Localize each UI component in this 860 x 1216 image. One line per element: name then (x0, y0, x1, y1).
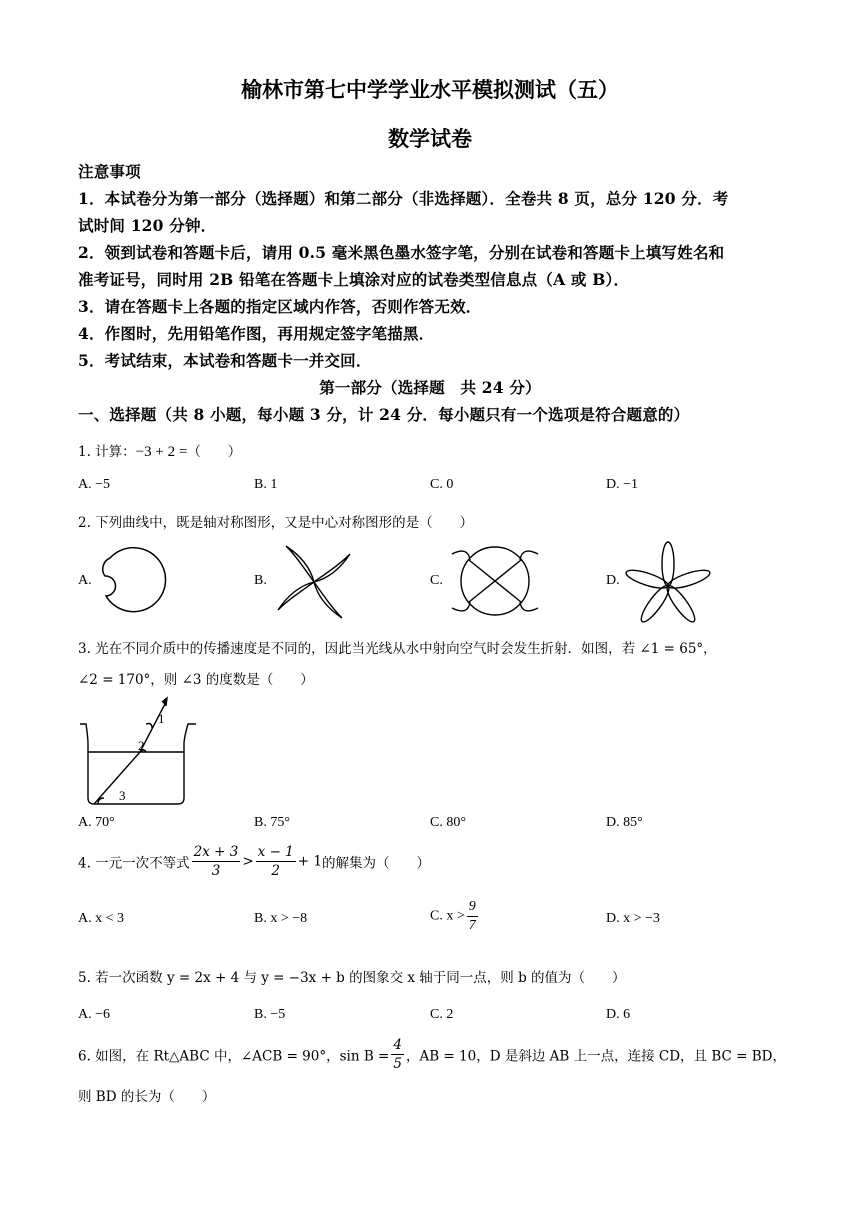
q1-option-b[interactable]: B. 1 (254, 477, 278, 492)
notice-item-4: 4．作图时，先用铅笔作图，再用规定签字笔描黑． (78, 324, 435, 343)
notice-item-2a: 2．领到试卷和答题卡后，请用 0.5 毫米黑色墨水签字笔，分别在试卷和答题卡上填写姓名和 (78, 243, 725, 262)
q2-stem: 2. 下列曲线中，既是轴对称图形，又是中心对称图形的是（ ） (78, 515, 474, 531)
q2-option-d-label[interactable]: D. (606, 573, 620, 588)
q4-option-c-num: 9 (467, 898, 478, 917)
q6-stem (78, 1036, 786, 1073)
q5-option-d[interactable]: D. 6 (606, 1007, 631, 1022)
q5-option-a[interactable]: A. −6 (78, 1007, 111, 1022)
q2-option-c-label[interactable]: C. (430, 573, 443, 588)
q3-figure-beaker (78, 694, 202, 808)
notice-item-3: 3．请在答题卡上各题的指定区域内作答，否则作答无效． (78, 297, 482, 316)
q6-fraction-den: 5 (393, 1056, 402, 1072)
q4-option-c[interactable] (430, 898, 480, 935)
q4-option-c-den: 7 (468, 918, 476, 933)
q6-stem-post: ，AB = 10，D 是斜边 AB 上一点，连接 CD，且 BC = BD， (405, 1048, 786, 1065)
q6-stem-pre: 6. 如图，在 Rt△ABC 中，∠ACB = 90°，sin B = (78, 1048, 390, 1065)
notice-item-5: 5．考试结束，本试卷和答题卡一并交回． (78, 351, 372, 370)
q4-fraction-1-num: 2x + 3 (193, 844, 239, 860)
q4-option-c-pre: C. x > (430, 908, 465, 924)
q4-option-c-fraction (467, 898, 478, 935)
q3-label-1: 1 (158, 711, 165, 726)
q1-stem (78, 440, 241, 461)
part1-heading: 第一部分（选择题 共 24 分） (319, 378, 541, 397)
q3-option-b[interactable]: B. 75° (254, 815, 290, 830)
q4-fraction-1 (192, 843, 241, 880)
q2-figure-d-five-petal (624, 538, 712, 626)
notice-item-2b: 准考证号，同时用 2B 铅笔在答题卡上填涂对应的试卷类型信息点（A 或 B）． (78, 270, 630, 289)
q1-option-c[interactable]: C. 0 (430, 477, 454, 492)
q1-paren: （ ） (187, 444, 242, 460)
q4-option-a[interactable]: A. x < 3 (78, 911, 125, 926)
q4-stem (78, 843, 430, 880)
q3-option-a[interactable]: A. 70° (78, 815, 115, 830)
q6-fraction-num: 4 (393, 1037, 402, 1053)
q3-label-2: 2 (138, 738, 145, 753)
q2-option-b-label[interactable]: B. (254, 573, 267, 588)
notice-item-1b: 试时间 120 分钟． (78, 216, 217, 235)
q4-stem-post: 的解集为（ ） (321, 855, 430, 872)
page-subtitle: 数学试卷 (388, 126, 472, 151)
q3-option-c[interactable]: C. 80° (430, 815, 466, 830)
q4-gt: > (242, 853, 254, 870)
q2-figure-a-notched-circle (96, 544, 170, 618)
section-heading: 一、选择题（共 8 小题，每小题 3 分，计 24 分．每小题只有一个选项是符合题意的） (78, 405, 690, 424)
page-title: 榆林市第七中学学业水平模拟测试（五） (241, 77, 619, 102)
q5-option-c[interactable]: C. 2 (430, 1007, 454, 1022)
q6-stem-line2: 则 BD 的长为（ ） (78, 1089, 216, 1105)
q4-stem-pre: 4. 一元一次不等式 (78, 855, 190, 872)
q5-option-b[interactable]: B. −5 (254, 1007, 286, 1022)
q1-label: 1. 计算： (78, 444, 136, 460)
q2-option-a-label[interactable]: A. (78, 573, 92, 588)
q6-fraction (391, 1036, 404, 1073)
q2-figure-b-pinwheel (270, 540, 358, 624)
q4-option-b[interactable]: B. x > −8 (254, 911, 308, 926)
q4-plus: + 1 (297, 853, 322, 870)
q3-option-d[interactable]: D. 85° (606, 815, 643, 830)
q4-option-d[interactable]: D. x > −3 (606, 911, 660, 926)
q4-fraction-2-num: x − 1 (257, 844, 294, 860)
q1-expression: −3 + 2 = (135, 444, 188, 460)
q1-option-a[interactable]: A. −5 (78, 477, 111, 492)
q3-label-3: 3 (119, 788, 126, 803)
q4-fraction-2 (256, 843, 296, 880)
q5-stem: 5. 若一次函数 y = 2x + 4 与 y = −3x + b 的图象交 x 轴于同一点，则 b 的值为（ ） (78, 970, 626, 986)
q1-option-d[interactable]: D. −1 (606, 477, 639, 492)
q4-fraction-1-den: 3 (211, 863, 221, 879)
notice-item-1a: 1．本试卷分为第一部分（选择题）和第二部分（非选择题）．全卷共 8 页，总分 120 分．考 (78, 189, 729, 208)
q3-stem-line2: ∠2 = 170°，则 ∠3 的度数是（ ） (78, 672, 314, 688)
q3-stem-line1: 3. 光在不同介质中的传播速度是不同的，因此当光线从水中射向空气时会发生折射．如图，若 ∠1 = 65°， (78, 641, 717, 657)
q4-fraction-2-den: 2 (271, 863, 281, 879)
notice-heading: 注意事项 (78, 162, 141, 181)
q2-figure-c-circle-cross (448, 544, 542, 618)
